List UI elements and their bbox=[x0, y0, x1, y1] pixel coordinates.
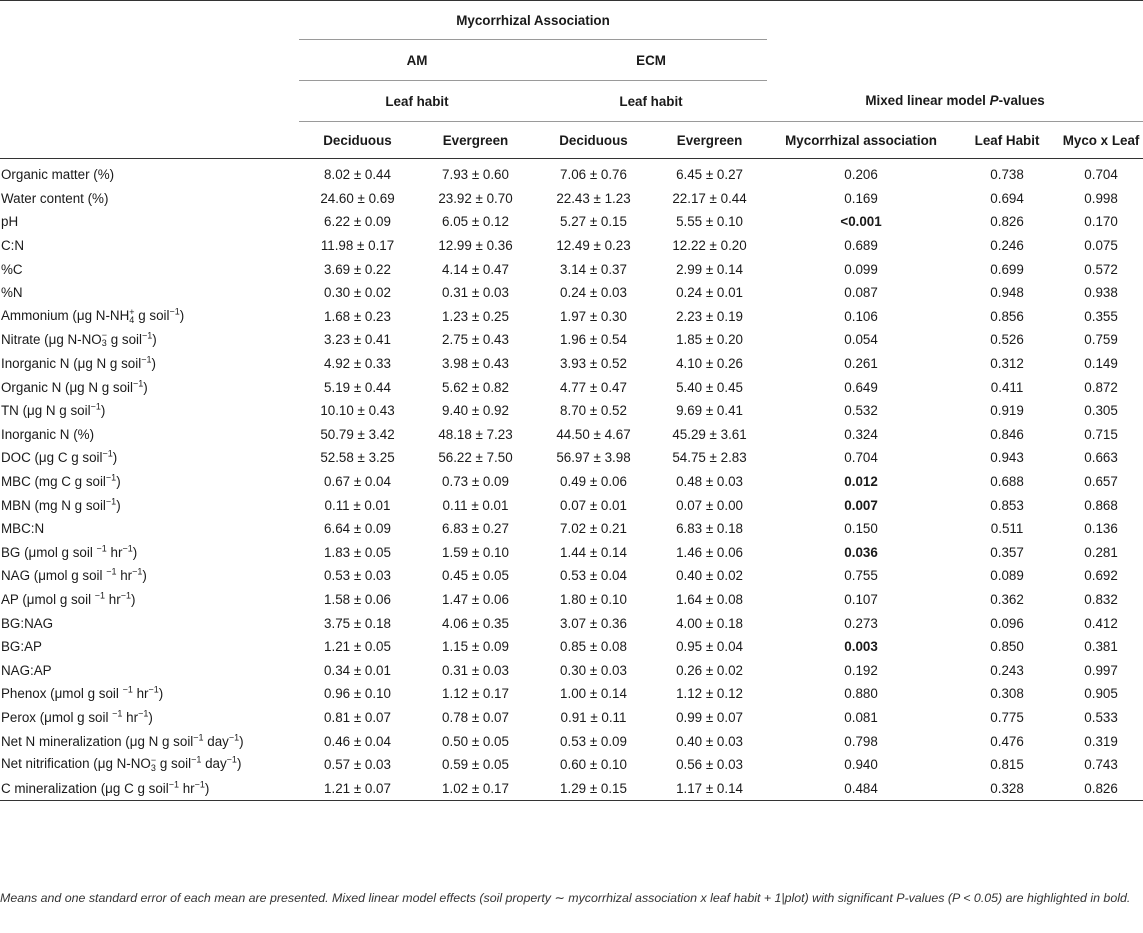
col-p-myco-leaf: Myco x Leaf bbox=[1062, 132, 1140, 148]
mean-se-cell: 22.43 ± 1.23 bbox=[556, 190, 631, 206]
p-value-cell: 0.355 bbox=[1084, 308, 1118, 324]
p-value-cell: 0.136 bbox=[1084, 521, 1118, 537]
p-value-cell: 0.243 bbox=[990, 662, 1024, 678]
table-row bbox=[0, 517, 1143, 541]
mean-se-cell: 5.62 ± 0.82 bbox=[442, 379, 509, 395]
mean-se-cell: 0.48 ± 0.03 bbox=[676, 474, 743, 490]
mean-se-cell: 3.69 ± 0.22 bbox=[324, 261, 391, 277]
table-body bbox=[0, 159, 1143, 801]
mean-se-cell: 12.22 ± 0.20 bbox=[672, 238, 747, 254]
mean-se-cell: 9.40 ± 0.92 bbox=[442, 403, 509, 419]
mean-se-cell: 1.21 ± 0.05 bbox=[324, 639, 391, 655]
table-row bbox=[0, 729, 1143, 753]
mean-se-cell: 50.79 ± 3.42 bbox=[320, 426, 395, 442]
mean-se-cell: 5.27 ± 0.15 bbox=[560, 214, 627, 230]
mean-se-cell: 0.56 ± 0.03 bbox=[676, 757, 743, 773]
p-value-cell: 0.943 bbox=[990, 450, 1024, 466]
row-label: BG:AP bbox=[1, 639, 42, 655]
p-value-cell: 0.150 bbox=[844, 521, 878, 537]
mean-se-cell: 6.64 ± 0.09 bbox=[324, 521, 391, 537]
p-value-cell: 0.692 bbox=[1084, 568, 1118, 584]
row-label: NAG:AP bbox=[1, 662, 52, 678]
p-value-cell: 0.688 bbox=[990, 474, 1024, 490]
mean-se-cell: 0.11 ± 0.01 bbox=[324, 497, 391, 513]
table-row bbox=[0, 210, 1143, 234]
row-label: NAG (μmol g soil $^{-1}$ $hr^{-1}$) bbox=[1, 566, 147, 584]
p-value-cell: 0.169 bbox=[844, 190, 878, 206]
p-value-cell: 0.657 bbox=[1084, 474, 1118, 490]
p-value-cell: 0.476 bbox=[990, 733, 1024, 749]
p-value-cell: 0.003 bbox=[844, 639, 878, 655]
mean-se-cell: 0.73 ± 0.09 bbox=[442, 474, 509, 490]
row-label: MBN (mg N g soil$^{-1}$) bbox=[1, 496, 121, 513]
mean-se-cell: 3.93 ± 0.52 bbox=[560, 356, 627, 372]
p-value-cell: 0.170 bbox=[1084, 214, 1118, 230]
mean-se-cell: 1.80 ± 0.10 bbox=[560, 591, 627, 607]
mean-se-cell: 5.55 ± 0.10 bbox=[676, 214, 743, 230]
p-value-cell: 0.533 bbox=[1084, 709, 1118, 725]
mean-se-cell: 0.31 ± 0.03 bbox=[442, 662, 509, 678]
row-label: TN (μg N g soil$^{-1}$) bbox=[1, 401, 106, 419]
p-value-cell: 0.649 bbox=[844, 379, 878, 395]
row-label: %C bbox=[1, 261, 23, 277]
row-label: Perox (μmol g soil $^{-1}$ $hr^{-1}$) bbox=[1, 708, 153, 725]
table-footnote: Means and one standard error of each mean are presented. Mixed linear model effects (soil property ∼ mycorrhizal association x leaf habit + 1|plot) with significant P-values (P < 0.05) are highlighted in bold. bbox=[0, 891, 1131, 905]
mean-se-cell: 2.23 ± 0.19 bbox=[676, 308, 743, 324]
p-value-cell: 0.381 bbox=[1084, 639, 1118, 655]
mean-se-cell: 24.60 ± 0.69 bbox=[320, 190, 395, 206]
col-p-leaf-habit: Leaf Habit bbox=[974, 132, 1040, 148]
p-value-cell: 0.362 bbox=[990, 591, 1024, 607]
table-row bbox=[0, 635, 1143, 659]
mean-se-cell: 11.98 ± 0.17 bbox=[320, 238, 395, 254]
mean-se-cell: 0.07 ± 0.01 bbox=[560, 497, 627, 513]
p-value-cell: 0.036 bbox=[844, 544, 878, 560]
p-value-cell: 0.755 bbox=[844, 568, 878, 584]
mean-se-cell: 6.45 ± 0.27 bbox=[676, 167, 743, 183]
table-row bbox=[0, 305, 1143, 329]
mean-se-cell: 3.07 ± 0.36 bbox=[560, 615, 627, 631]
mean-se-cell: 0.24 ± 0.03 bbox=[560, 285, 627, 301]
row-label: Water content (%) bbox=[1, 190, 109, 206]
mean-se-cell: 1.12 ± 0.17 bbox=[442, 686, 509, 702]
p-value-cell: 0.526 bbox=[990, 332, 1024, 348]
p-value-cell: 0.305 bbox=[1084, 403, 1118, 419]
table-row bbox=[0, 493, 1143, 517]
row-label: %N bbox=[1, 285, 23, 301]
mean-se-cell: 1.44 ± 0.14 bbox=[560, 544, 627, 560]
row-label: Net nitrification (μg N-NO − 3 g soil$^{-1}$ day$^{-1}$) bbox=[1, 754, 242, 773]
table-row bbox=[0, 682, 1143, 706]
mean-se-cell: 0.24 ± 0.01 bbox=[676, 285, 743, 301]
col-ecm-deciduous: Deciduous bbox=[559, 132, 628, 148]
header-am: AM bbox=[299, 40, 535, 81]
p-value-cell: 0.938 bbox=[1084, 285, 1118, 301]
table-row bbox=[0, 446, 1143, 470]
mean-se-cell: 0.30 ± 0.03 bbox=[560, 662, 627, 678]
table-row bbox=[0, 564, 1143, 588]
p-value-cell: 0.089 bbox=[990, 568, 1024, 584]
mean-se-cell: 6.83 ± 0.18 bbox=[676, 521, 743, 537]
mean-se-cell: 4.77 ± 0.47 bbox=[560, 379, 627, 395]
mean-se-cell: 7.06 ± 0.76 bbox=[560, 167, 627, 183]
p-value-cell: 0.919 bbox=[990, 403, 1024, 419]
mean-se-cell: 0.45 ± 0.05 bbox=[442, 568, 509, 584]
row-label: Inorganic N (%) bbox=[1, 426, 95, 442]
row-label: MBC:N bbox=[1, 521, 45, 537]
mean-se-cell: 0.46 ± 0.04 bbox=[324, 733, 391, 749]
mean-se-cell: 0.07 ± 0.00 bbox=[676, 497, 743, 513]
p-value-cell: 0.012 bbox=[844, 474, 878, 490]
mean-se-cell: 0.57 ± 0.03 bbox=[324, 757, 391, 773]
mean-se-cell: 0.85 ± 0.08 bbox=[560, 639, 627, 655]
p-value-cell: 0.846 bbox=[990, 426, 1024, 442]
p-value-cell: 0.872 bbox=[1084, 379, 1118, 395]
row-label: Organic matter (%) bbox=[1, 167, 115, 183]
mean-se-cell: 1.12 ± 0.12 bbox=[676, 686, 743, 702]
mean-se-cell: 2.75 ± 0.43 bbox=[442, 332, 509, 348]
p-value-cell: 0.832 bbox=[1084, 591, 1118, 607]
mean-se-cell: 48.18 ± 7.23 bbox=[438, 426, 513, 442]
col-am-evergreen: Evergreen bbox=[442, 132, 509, 148]
p-value-cell: 0.412 bbox=[1084, 615, 1118, 631]
mean-se-cell: 10.10 ± 0.43 bbox=[320, 403, 395, 419]
mean-se-cell: 1.21 ± 0.07 bbox=[324, 780, 391, 796]
p-value-cell: 0.281 bbox=[1084, 544, 1118, 560]
p-value-cell: 0.850 bbox=[990, 639, 1024, 655]
mean-se-cell: 8.02 ± 0.44 bbox=[324, 167, 391, 183]
p-value-cell: 0.054 bbox=[844, 332, 878, 348]
table-row bbox=[0, 753, 1143, 777]
mean-se-cell: 6.05 ± 0.12 bbox=[442, 214, 509, 230]
mean-se-cell: 0.53 ± 0.09 bbox=[560, 733, 627, 749]
row-label: Nitrate (μg N-NO − 3 g soil$^{-1}$) bbox=[1, 330, 157, 349]
mean-se-cell: 0.31 ± 0.03 bbox=[442, 285, 509, 301]
col-ecm-evergreen: Evergreen bbox=[676, 132, 743, 148]
ion-charge-subscript: + 4 bbox=[129, 306, 135, 325]
mean-se-cell: 1.29 ± 0.15 bbox=[560, 780, 627, 796]
table-row bbox=[0, 159, 1143, 187]
p-value-cell: 0.532 bbox=[844, 403, 878, 419]
mean-se-cell: 0.67 ± 0.04 bbox=[324, 474, 391, 490]
p-value-cell: <0.001 bbox=[840, 214, 882, 230]
mean-se-cell: 0.53 ± 0.03 bbox=[324, 568, 391, 584]
mean-se-cell: 1.64 ± 0.08 bbox=[676, 591, 743, 607]
p-value-cell: 0.853 bbox=[990, 497, 1024, 513]
p-value-cell: 0.324 bbox=[844, 426, 878, 442]
p-value-cell: 0.998 bbox=[1084, 190, 1118, 206]
p-value-cell: 0.411 bbox=[990, 379, 1024, 395]
p-value-cell: 0.826 bbox=[1084, 780, 1118, 796]
header-ecm: ECM bbox=[535, 40, 767, 81]
mean-se-cell: 1.00 ± 0.14 bbox=[560, 686, 627, 702]
p-value-cell: 0.775 bbox=[990, 709, 1024, 725]
p-value-cell: 0.948 bbox=[990, 285, 1024, 301]
mean-se-cell: 56.22 ± 7.50 bbox=[438, 450, 513, 466]
p-value-cell: 0.856 bbox=[990, 308, 1024, 324]
table-row bbox=[0, 399, 1143, 423]
table-row bbox=[0, 352, 1143, 376]
p-value-cell: 0.312 bbox=[990, 356, 1024, 372]
p-value-cell: 0.759 bbox=[1084, 332, 1118, 348]
mean-se-cell: 23.92 ± 0.70 bbox=[438, 190, 513, 206]
mean-se-cell: 0.26 ± 0.02 bbox=[676, 662, 743, 678]
table-row bbox=[0, 257, 1143, 281]
table-row bbox=[0, 706, 1143, 730]
p-value-cell: 0.738 bbox=[990, 167, 1024, 183]
row-label: BG:NAG bbox=[1, 615, 54, 631]
mean-se-cell: 12.99 ± 0.36 bbox=[438, 238, 513, 254]
p-value-cell: 0.940 bbox=[844, 757, 878, 773]
p-value-cell: 0.192 bbox=[844, 662, 878, 678]
table-row bbox=[0, 423, 1143, 447]
mean-se-cell: 3.98 ± 0.43 bbox=[442, 356, 509, 372]
row-label: Inorganic N (μg N g soil$^{-1}$) bbox=[1, 354, 156, 372]
row-label: C:N bbox=[1, 238, 25, 254]
mean-se-cell: 0.78 ± 0.07 bbox=[442, 709, 509, 725]
p-value-cell: 0.357 bbox=[990, 544, 1024, 560]
mean-se-cell: 44.50 ± 4.67 bbox=[556, 426, 631, 442]
p-value-cell: 0.261 bbox=[844, 356, 878, 372]
table-row bbox=[0, 588, 1143, 612]
p-value-cell: 0.815 bbox=[990, 757, 1024, 773]
table-row bbox=[0, 187, 1143, 211]
row-label: AP (μmol g soil $^{-1}$ $hr^{-1}$) bbox=[1, 590, 136, 607]
row-label: Organic N (μg N g soil$^{-1}$) bbox=[1, 378, 148, 395]
col-am-deciduous: Deciduous bbox=[323, 132, 392, 148]
mean-se-cell: 1.15 ± 0.09 bbox=[442, 639, 509, 655]
p-value-cell: 0.206 bbox=[844, 167, 878, 183]
table-row bbox=[0, 281, 1143, 305]
mean-se-cell: 4.06 ± 0.35 bbox=[442, 615, 509, 631]
p-value-cell: 0.106 bbox=[844, 308, 878, 324]
p-value-cell: 0.704 bbox=[844, 450, 878, 466]
mean-se-cell: 4.92 ± 0.33 bbox=[324, 356, 391, 372]
p-value-cell: 0.704 bbox=[1084, 167, 1118, 183]
mean-se-cell: 4.10 ± 0.26 bbox=[676, 356, 743, 372]
p-value-cell: 0.689 bbox=[844, 238, 878, 254]
header-leaf-habit-ecm: Leaf habit bbox=[535, 81, 767, 122]
p-value-cell: 0.694 bbox=[990, 190, 1024, 206]
mean-se-cell: 0.96 ± 0.10 bbox=[324, 686, 391, 702]
p-value-cell: 0.572 bbox=[1084, 261, 1118, 277]
p-value-cell: 0.087 bbox=[844, 285, 878, 301]
row-label: Ammonium (μg N-NH + 4 g soil$^{-1}$) bbox=[1, 306, 185, 325]
p-value-cell: 0.081 bbox=[844, 709, 878, 725]
row-label: DOC (μg C g soil$^{-1}$) bbox=[1, 448, 118, 466]
p-value-cell: 0.868 bbox=[1084, 497, 1118, 513]
mean-se-cell: 12.49 ± 0.23 bbox=[556, 238, 631, 254]
p-value-cell: 0.715 bbox=[1084, 426, 1118, 442]
table-row bbox=[0, 470, 1143, 494]
mean-se-cell: 4.00 ± 0.18 bbox=[676, 615, 743, 631]
mean-se-cell: 6.22 ± 0.09 bbox=[324, 214, 391, 230]
mean-se-cell: 0.60 ± 0.10 bbox=[560, 757, 627, 773]
mean-se-cell: 1.83 ± 0.05 bbox=[324, 544, 391, 560]
mean-se-cell: 1.85 ± 0.20 bbox=[676, 332, 743, 348]
mean-se-cell: 1.68 ± 0.23 bbox=[324, 308, 391, 324]
p-value-cell: 0.663 bbox=[1084, 450, 1118, 466]
mean-se-cell: 0.34 ± 0.01 bbox=[324, 662, 391, 678]
row-label: Phenox (μmol g soil $^{-1}$ $hr^{-1}$) bbox=[1, 684, 164, 702]
p-value-cell: 0.743 bbox=[1084, 757, 1118, 773]
mean-se-cell: 0.99 ± 0.07 bbox=[676, 709, 743, 725]
mean-se-cell: 1.46 ± 0.06 bbox=[676, 544, 743, 560]
p-value-cell: 0.308 bbox=[990, 686, 1024, 702]
mean-se-cell: 1.58 ± 0.06 bbox=[324, 591, 391, 607]
mean-se-cell: 5.40 ± 0.45 bbox=[676, 379, 743, 395]
mean-se-cell: 8.70 ± 0.52 bbox=[560, 403, 627, 419]
mean-se-cell: 45.29 ± 3.61 bbox=[672, 426, 747, 442]
ion-charge-subscript: − 3 bbox=[150, 754, 157, 773]
mean-se-cell: 9.69 ± 0.41 bbox=[676, 403, 743, 419]
mean-se-cell: 54.75 ± 2.83 bbox=[672, 450, 747, 466]
mean-se-cell: 1.23 ± 0.25 bbox=[442, 308, 509, 324]
mean-se-cell: 6.83 ± 0.27 bbox=[442, 521, 509, 537]
ion-charge-subscript: − 3 bbox=[101, 330, 107, 349]
table-row bbox=[0, 375, 1143, 399]
mean-se-cell: 7.93 ± 0.60 bbox=[442, 167, 509, 183]
table-row bbox=[0, 541, 1143, 565]
mean-se-cell: 0.50 ± 0.05 bbox=[442, 733, 509, 749]
p-value-cell: 0.007 bbox=[844, 497, 878, 513]
mean-se-cell: 7.02 ± 0.21 bbox=[560, 521, 627, 537]
mean-se-cell: 1.02 ± 0.17 bbox=[442, 780, 509, 796]
mean-se-cell: 1.97 ± 0.30 bbox=[560, 308, 627, 324]
mean-se-cell: 0.81 ± 0.07 bbox=[324, 709, 391, 725]
row-label: pH bbox=[1, 214, 19, 230]
p-value-cell: 0.826 bbox=[990, 214, 1024, 230]
p-value-cell: 0.149 bbox=[1084, 356, 1118, 372]
p-value-cell: 0.075 bbox=[1084, 238, 1118, 254]
table-row bbox=[0, 776, 1143, 800]
mean-se-cell: 56.97 ± 3.98 bbox=[556, 450, 631, 466]
mean-se-cell: 3.23 ± 0.41 bbox=[324, 332, 391, 348]
mean-se-cell: 0.30 ± 0.02 bbox=[324, 285, 391, 301]
mean-se-cell: 0.49 ± 0.06 bbox=[560, 474, 627, 490]
p-value-cell: 0.905 bbox=[1084, 686, 1118, 702]
mean-se-cell: 1.96 ± 0.54 bbox=[560, 332, 627, 348]
mean-se-cell: 0.11 ± 0.01 bbox=[442, 497, 509, 513]
p-value-cell: 0.246 bbox=[990, 238, 1024, 254]
mean-se-cell: 22.17 ± 0.44 bbox=[672, 190, 747, 206]
header-mycorrhizal-association: Mycorrhizal Association bbox=[299, 1, 767, 40]
table-row bbox=[0, 328, 1143, 352]
mean-se-cell: 0.40 ± 0.02 bbox=[676, 568, 743, 584]
header-leaf-habit-am: Leaf habit bbox=[299, 81, 535, 122]
p-value-cell: 0.273 bbox=[844, 615, 878, 631]
mean-se-cell: 0.40 ± 0.03 bbox=[676, 733, 743, 749]
header-mixed-model: Mixed linear model P-values bbox=[767, 81, 1143, 122]
p-value-cell: 0.099 bbox=[844, 261, 878, 277]
mean-se-cell: 1.59 ± 0.10 bbox=[442, 544, 509, 560]
mean-se-cell: 1.17 ± 0.14 bbox=[676, 780, 743, 796]
p-value-cell: 0.328 bbox=[990, 780, 1024, 796]
mean-se-cell: 3.75 ± 0.18 bbox=[324, 615, 391, 631]
p-value-cell: 0.107 bbox=[844, 591, 878, 607]
row-label: BG (μmol g soil $^{-1}$ $hr^{-1}$) bbox=[1, 543, 138, 560]
p-value-cell: 0.096 bbox=[990, 615, 1024, 631]
table-row bbox=[0, 658, 1143, 682]
mean-se-cell: 0.91 ± 0.11 bbox=[560, 709, 627, 725]
p-value-cell: 0.511 bbox=[990, 521, 1024, 537]
p-value-cell: 0.699 bbox=[990, 261, 1024, 277]
mean-se-cell: 3.14 ± 0.37 bbox=[560, 261, 627, 277]
p-value-cell: 0.880 bbox=[844, 686, 878, 702]
mean-se-cell: 2.99 ± 0.14 bbox=[676, 261, 743, 277]
row-label: MBC (mg C g soil$^{-1}$) bbox=[1, 472, 121, 490]
mean-se-cell: 52.58 ± 3.25 bbox=[320, 450, 395, 466]
col-p-mycorrhizal: Mycorrhizal association bbox=[785, 132, 937, 148]
p-value-cell: 0.319 bbox=[1084, 733, 1118, 749]
mean-se-cell: 0.59 ± 0.05 bbox=[442, 757, 509, 773]
table-row bbox=[0, 234, 1143, 258]
p-value-cell: 0.997 bbox=[1084, 662, 1118, 678]
mean-se-cell: 5.19 ± 0.44 bbox=[324, 379, 391, 395]
mean-se-cell: 0.95 ± 0.04 bbox=[676, 639, 743, 655]
p-value-cell: 0.484 bbox=[844, 780, 878, 796]
p-value-cell: 0.798 bbox=[844, 733, 878, 749]
row-label: Net N mineralization (μg N g soil$^{-1}$ day$^{-1}$) bbox=[1, 732, 244, 749]
mean-se-cell: 0.53 ± 0.04 bbox=[560, 568, 627, 584]
mean-se-cell: 4.14 ± 0.47 bbox=[442, 261, 509, 277]
mean-se-cell: 1.47 ± 0.06 bbox=[442, 591, 509, 607]
row-label: C mineralization (μg C g soil$^{-1}$ $hr^{-1}$) bbox=[1, 779, 210, 796]
table-row bbox=[0, 611, 1143, 635]
